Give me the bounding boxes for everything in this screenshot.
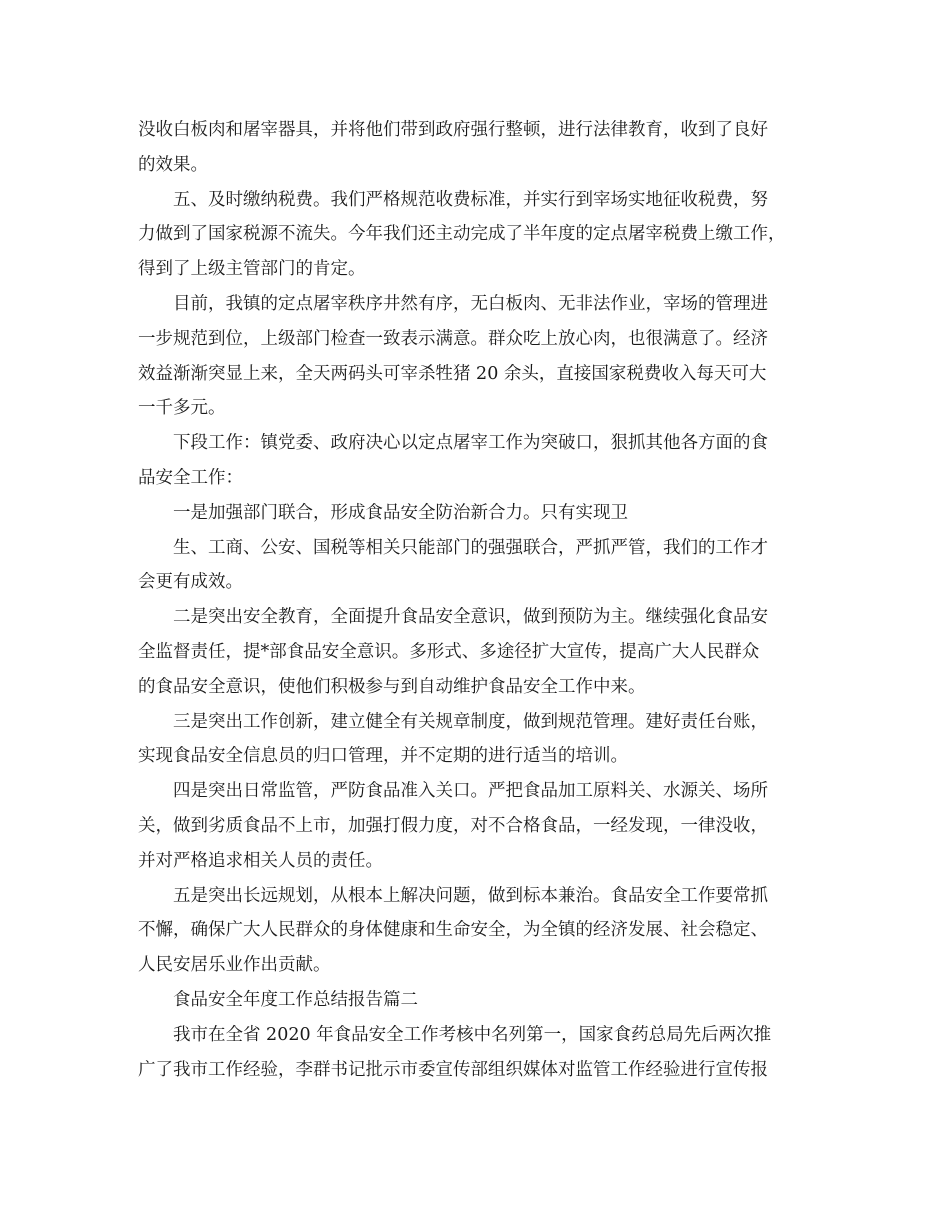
text-line: 品安全工作： (138, 467, 243, 488)
text-line: 下段工作：镇党委、政府决心以定点屠宰工作为突破口，狠抓其他各方面的食 (173, 433, 768, 454)
text-line: 一千多元。 (138, 398, 226, 419)
text-line: 实现食品安全信息员的归口管理，并不定期的进行适当的培训。 (138, 746, 628, 767)
text-line: 五是突出长远规划，从根本上解决问题，做到标本兼治。食品安全工作要常抓 (173, 885, 768, 906)
text-line: 力做到了国家税源不流失。今年我们还主动完成了半年度的定点屠宰税费上缴工作， (138, 224, 786, 245)
text-line: 的效果。 (138, 154, 208, 175)
text-line: 人民安居乐业作出贡献。 (138, 955, 331, 976)
text-line: 的食品安全意识，使他们积极参与到自动维护食品安全工作中来。 (138, 676, 646, 697)
text-line: 没收白板肉和屠宰器具，并将他们带到政府强行整顿，进行法律教育，收到了良好 (138, 120, 768, 140)
text-line: 二是突出安全教育，全面提升食品安全意识，做到预防为主。继续强化食品安 (173, 607, 768, 628)
text-line: 食品安全年度工作总结报告篇二 (173, 989, 418, 1010)
text-line: 目前，我镇的定点屠宰秩序井然有序，无白板肉、无非法作业，宰场的管理进 (173, 293, 768, 314)
text-line: 全监督责任，提*部食品安全意识。多形式、多途径扩大宣传，提高广大人民群众 (138, 641, 760, 662)
text-line: 一是加强部门联合，形成食品安全防治新合力。只有实现卫 (173, 502, 628, 523)
text-line: 关，做到劣质食品不上市，加强打假力度，对不合格食品，一经发现，一律没收， (138, 815, 768, 836)
text-line: 五、及时缴纳税费。我们严格规范收费标准，并实行到宰场实地征收税费，努 (173, 189, 768, 210)
text-line: 生、工商、公安、国税等相关只能部门的强强联合，严抓严管，我们的工作才 (173, 537, 768, 558)
document-body (138, 113, 828, 1087)
text-line: 会更有成效。 (138, 572, 243, 593)
text-line: 得到了上级主管部门的肯定。 (138, 259, 366, 280)
text-line: 三是突出工作创新，建立健全有关规章制度，做到规范管理。建好责任台账， (173, 711, 768, 732)
text-line: 并对严格追求相关人员的责任。 (138, 850, 383, 871)
text-line: 我市在全省 2020 年食品安全工作考核中名列第一，国家食药总局先后两次推 (173, 1024, 772, 1045)
text-line: 四是突出日常监管，严防食品准入关口。严把食品加工原料关、水源关、场所 (173, 781, 768, 802)
text-line: 效益渐渐突显上来，全天两码头可宰杀牲猪 20 余头，直接国家税费收入每天可大 (138, 363, 767, 384)
text-line: 广了我市工作经验，李群书记批示市委宣传部组织媒体对监管工作经验进行宣传报 (138, 1059, 768, 1080)
text-line: 不懈，确保广大人民群众的身体健康和生命安全，为全镇的经济发展、社会稳定、 (138, 920, 768, 941)
text-line: 一步规范到位，上级部门检查一致表示满意。群众吃上放心肉，也很满意了。经济 (138, 328, 768, 349)
